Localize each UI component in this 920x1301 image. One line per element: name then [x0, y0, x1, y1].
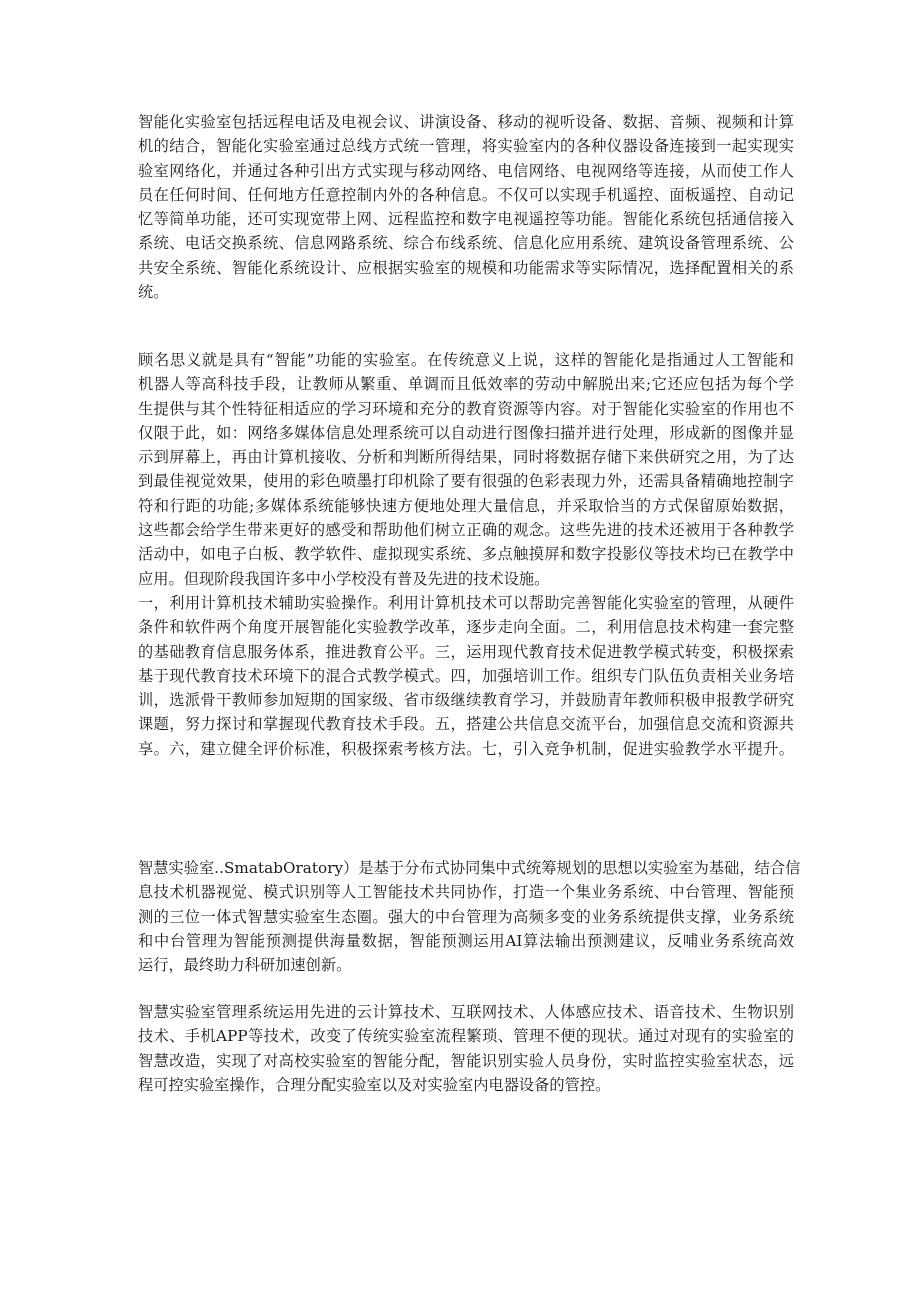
text-line: 验室网络化，并通过各种引出方式实现与移动网络、电信网络、电视网络等连接，从而使工作人 [138, 161, 794, 180]
text-line: 运行，最终助力科研加速创新。 [138, 956, 352, 975]
text-line: 到最佳视觉效果，使用的彩色喷墨打印机除了要有很强的色彩表现力外，还需具备精确地控制字 [138, 472, 794, 491]
text-line: 机的结合，智能化实验室通过总线方式统一管理，将实验室内的各种仪器设备连接到一起实现实 [138, 137, 794, 156]
text-line: 训，选派骨干教师参加短期的国家级、省市级继续教育学习，并鼓励青年教师积极申报教学研究 [138, 691, 794, 710]
text-line: 忆等简单功能，还可实现宽带上网、远程监控和数字电视遥控等功能。智能化系统包括通信接入 [138, 210, 794, 229]
text-line: 活动中，如电子白板、教学软件、虚拟现实系统、多点触摸屏和数字投影仪等技术均已在教学中 [138, 545, 794, 564]
text-line: 生提供与其个性特征相适应的学习环境和充分的教育资源等内容。对于智能化实验室的作用也不 [138, 399, 794, 418]
text-line: 课题，努力探讨和掌握现代教育技术手段。五，搭建公共信息交流平台，加强信息交流和资源共 [138, 715, 794, 734]
text-line: 程可控实验室操作，合理分配实验室以及对实验室内电器设备的管控。 [138, 1075, 611, 1094]
text-line: 智慧改造，实现了对高校实验室的智能分配，智能识别实验人员身份，实时监控实验室状态，远 [138, 1051, 794, 1070]
text-line: 统。 [138, 283, 169, 302]
text-line: 符和行距的功能;多媒体系统能够快速方便地处理大量信息，并采取恰当的方式保留原始数据， [138, 496, 794, 515]
text-line: 一，利用计算机技术辅助实验操作。利用计算机技术可以帮助完善智能化实验室的管理，从硬件 [138, 593, 794, 612]
text-line: 顾名思义就是具有“智能”功能的实验室。在传统意义上说，这样的智能化是指通过人工智能和 [138, 351, 794, 369]
text-line: 员在任何时间、任何地方任意控制内外的各种信息。不仅可以实现手机遥控、面板遥控、自动记 [138, 185, 794, 204]
paragraph-intelligent-lab-meaning [138, 348, 794, 761]
text-line: 测的三位一体式智慧实验室生态圈。强大的中台管理为高频多变的业务系统提供支撑，业务系统 [138, 907, 794, 926]
text-line: 条件和软件两个角度开展智能化实验教学改革，逐步走向全面。二，利用信息技术构建一套完整 [138, 618, 794, 637]
text-line: 智慧实验室..SmatabOratory）是基于分布式协同集中式统筹规划的思想以实验室为基础，结合信 [138, 859, 801, 877]
paragraph-intelligent-lab-definition [138, 110, 794, 304]
paragraph-smart-lab-management-system [138, 1000, 794, 1097]
paragraph-smart-lab-definition [138, 856, 801, 977]
text-line: 机器人等高科技手段，让教师从繁重、单调而且低效率的劳动中解脱出来;它还应包括为每个学 [138, 375, 794, 394]
text-line: 享。六，建立健全评价标准，积极探索考核方法。七，引入竞争机制，促进实验教学水平提升。 [138, 739, 794, 758]
text-line: 这些都会给学生带来更好的感受和帮助他们树立正确的观念。这些先进的技术还被用于各种教学 [138, 521, 794, 540]
text-line: 和中台管理为智能预测提供海量数据，智能预测运用AI算法输出预测建议，反哺业务系统高效 [138, 931, 794, 950]
text-line: 共安全系统、智能化系统设计、应根据实验室的规模和功能需求等实际情况，选择配置相关的系 [138, 258, 794, 277]
text-line: 的基础教育信息服务体系，推进教育公平。三，运用现代教育技术促进教学模式转变，积极探索 [138, 642, 794, 661]
text-line: 技术、手机APP等技术，改变了传统实验室流程繁琐、管理不便的现状。通过对现有的实验室的 [138, 1027, 794, 1046]
text-line: 示到屏幕上，再由计算机接收、分析和判断所得结果，同时将数据存储下来供研究之用，为了达 [138, 448, 794, 467]
text-line: 系统、电话交换系统、信息网路系统、综合布线系统、信息化应用系统、建筑设备管理系统、公 [138, 234, 794, 253]
text-line: 应用。但现阶段我国许多中小学校没有普及先进的技术设施。 [138, 569, 550, 588]
text-line: 仅限于此，如：网络多媒体信息处理系统可以自动进行图像扫描并进行处理，形成新的图像并显 [138, 423, 794, 442]
text-line: 基于现代教育技术环境下的混合式教学模式。四，加强培训工作。组织专门队伍负责相关业务培 [138, 666, 794, 685]
text-line: 智慧实验室管理系统运用先进的云计算技术、互联网技术、人体感应技术、语音技术、生物识别 [138, 1003, 794, 1021]
text-line: 智能化实验室包括远程电话及电视会议、讲演设备、移动的视听设备、数据、音频、视频和计算 [138, 113, 794, 131]
text-line: 息技术机器视觉、模式识别等人工智能技术共同协作，打造一个集业务系统、中台管理、智能预 [138, 883, 794, 902]
